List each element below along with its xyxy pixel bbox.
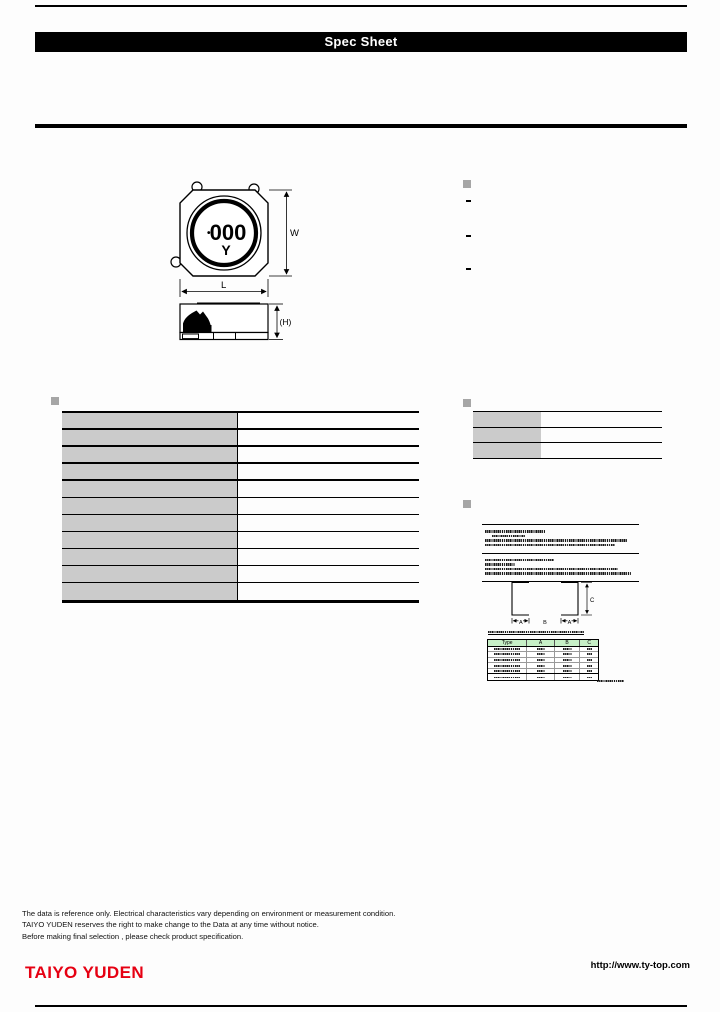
- section-bullet-specifications: [51, 397, 59, 405]
- pattern-value-cell: [580, 669, 598, 674]
- spec-label-cell: [62, 464, 238, 479]
- unit-text-line: [597, 680, 624, 682]
- part-label-cell: [473, 412, 541, 427]
- note-text-line: [485, 530, 545, 532]
- pattern-value-cell: [488, 674, 527, 680]
- spec-label-cell: [62, 549, 238, 565]
- pattern-value-cell: [488, 652, 527, 657]
- pattern-value-cell: [527, 658, 555, 663]
- spec-label-cell: [62, 583, 238, 600]
- pattern-value-cell: [555, 663, 581, 668]
- note-text-line: [485, 563, 515, 565]
- table-row: [62, 413, 419, 430]
- table-row: [62, 481, 419, 498]
- column-header: B: [555, 640, 581, 646]
- spec-value-cell: [238, 413, 419, 428]
- page-title: Spec Sheet: [35, 32, 687, 52]
- pattern-value-cell: [488, 647, 527, 652]
- pattern-value-cell: [527, 647, 555, 652]
- pattern-value-cell: [580, 652, 598, 657]
- disclaimer-line: Before making final selection , please check product specification.: [22, 931, 244, 941]
- table-row: [473, 428, 662, 444]
- part-value-cell: [541, 428, 662, 443]
- spec-label-cell: [62, 430, 238, 445]
- section-bullet-features: [463, 180, 471, 188]
- pattern-value-cell: [527, 674, 555, 680]
- notes-block: [482, 525, 639, 554]
- spec-label-cell: [62, 515, 238, 531]
- table-row: [62, 583, 419, 600]
- note-text-line: [485, 572, 631, 574]
- spec-value-cell: [238, 549, 419, 565]
- table-row: [62, 498, 419, 515]
- top-rule: [35, 5, 687, 7]
- part-info-table: [473, 411, 662, 459]
- table-row: [62, 430, 419, 447]
- land-pattern-drawing: [480, 578, 660, 636]
- marking-letter: Y: [221, 242, 231, 258]
- pattern-table-title: [488, 631, 584, 635]
- right-pad-outline: [561, 583, 578, 616]
- pattern-value-cell: [555, 658, 581, 663]
- part-value-cell: [541, 412, 662, 427]
- pattern-value-cell: [555, 669, 581, 674]
- pattern-value-cell: [488, 669, 527, 674]
- pattern-value-cell: [580, 663, 598, 668]
- specifications-table: [62, 411, 419, 603]
- spec-value-cell: [238, 447, 419, 462]
- table-row: [62, 532, 419, 549]
- feature-dash-icon: [466, 235, 471, 237]
- part-value-cell: [541, 443, 662, 458]
- table-row: [62, 566, 419, 583]
- spec-label-cell: [62, 481, 238, 497]
- note-text-line: [485, 559, 554, 561]
- marking-dot: •: [207, 228, 211, 239]
- disclaimer-notes: [22, 908, 395, 942]
- spec-value-cell: [238, 464, 419, 479]
- website-url[interactable]: http://www.ty-top.com: [590, 960, 690, 971]
- spec-value-cell: [238, 515, 419, 531]
- table-row: [62, 464, 419, 481]
- spec-label-cell: [62, 532, 238, 548]
- table-row: [473, 412, 662, 428]
- column-header: Type: [488, 640, 527, 646]
- disclaimer-line: TAIYO YUDEN reserves the right to make change to the Data at any time without notice.: [22, 920, 319, 930]
- note-text-line: [485, 568, 618, 570]
- note-text-line: [485, 544, 615, 546]
- notes-box: [482, 524, 639, 582]
- pattern-value-cell: [580, 658, 598, 663]
- unit-note: [597, 680, 624, 682]
- table-row: [488, 674, 598, 680]
- part-label-cell: [473, 428, 541, 443]
- table-row: [62, 549, 419, 566]
- header-divider-rule: [35, 124, 687, 128]
- b-dimension-label: B: [543, 620, 547, 626]
- feature-dash-icon: [466, 200, 471, 202]
- pattern-value-cell: [555, 674, 581, 680]
- disclaimer-line: The data is reference only. Electrical characteristics vary depending on environment or measurement condition.: [22, 909, 396, 918]
- spec-label-cell: [62, 498, 238, 514]
- pattern-value-cell: [488, 663, 527, 668]
- spec-value-cell: [238, 498, 419, 514]
- bottom-rule: [35, 1005, 687, 1007]
- spec-value-cell: [238, 430, 419, 445]
- pattern-value-cell: [580, 647, 598, 652]
- marking-code: 000: [209, 220, 247, 245]
- spec-label-cell: [62, 413, 238, 428]
- a-dimension-label: A: [518, 620, 523, 626]
- component-side-view: [180, 303, 268, 340]
- column-header: A: [527, 640, 555, 646]
- c-dimension-label: C: [590, 598, 595, 604]
- width-dimension: [269, 190, 292, 276]
- pattern-value-cell: [527, 669, 555, 674]
- pattern-value-cell: [580, 674, 598, 680]
- part-label-cell: [473, 443, 541, 458]
- pattern-value-cell: [527, 652, 555, 657]
- title-text-line: [488, 631, 584, 633]
- feature-dash-icon: [466, 268, 471, 270]
- spec-value-cell: [238, 532, 419, 548]
- pattern-value-cell: [488, 658, 527, 663]
- taiyo-yuden-logo: TAIYO YUDEN: [25, 963, 145, 982]
- left-pad-outline: [512, 583, 529, 616]
- section-bullet-notes: [463, 500, 471, 508]
- table-row: [62, 515, 419, 532]
- spec-value-cell: [238, 481, 419, 497]
- a-dimension-label: A: [567, 620, 572, 626]
- pattern-value-cell: [555, 647, 581, 652]
- pattern-value-cell: [527, 663, 555, 668]
- spec-value-cell: [238, 583, 419, 600]
- pattern-value-cell: [555, 652, 581, 657]
- section-bullet-part-info: [463, 399, 471, 407]
- spec-label-cell: [62, 447, 238, 462]
- length-label: L: [221, 280, 227, 291]
- note-text-line: [492, 535, 525, 537]
- column-header: C: [587, 640, 591, 646]
- table-row: [473, 443, 662, 459]
- width-label: W: [290, 228, 299, 239]
- table-row: [62, 447, 419, 464]
- component-dimension-drawing: [150, 170, 350, 360]
- land-pattern-table: [487, 639, 599, 681]
- note-text-line: [485, 539, 627, 541]
- height-label: (H): [279, 317, 292, 327]
- spec-label-cell: [62, 566, 238, 582]
- spec-value-cell: [238, 566, 419, 582]
